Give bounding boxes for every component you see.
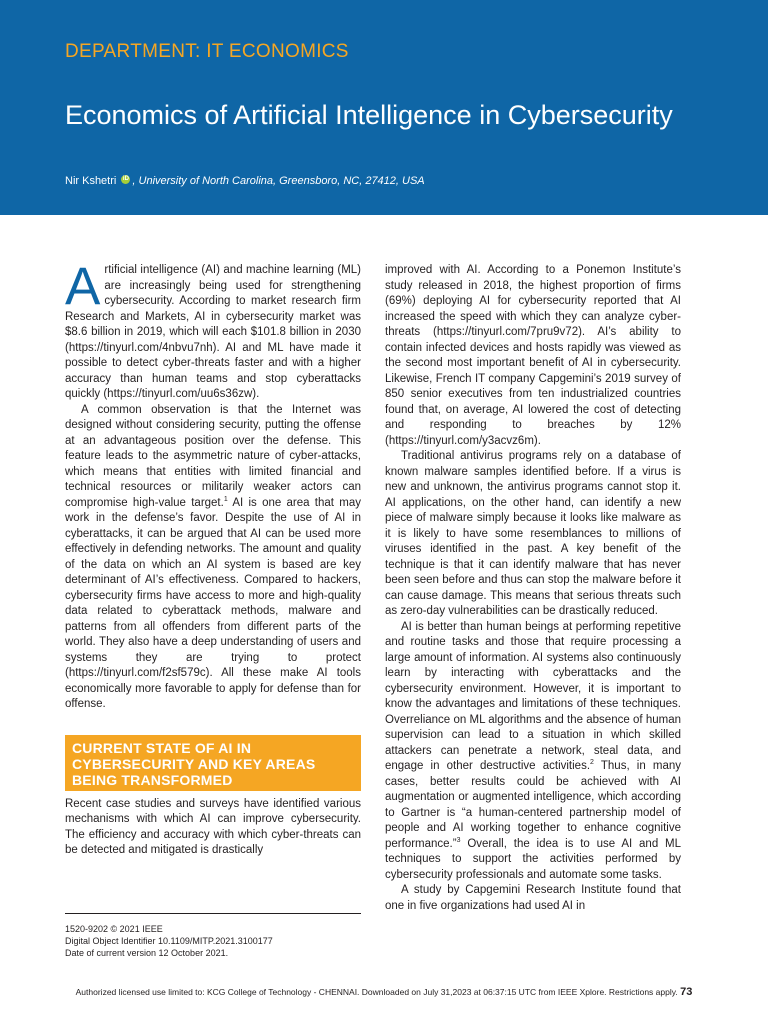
right-column	[385, 263, 681, 914]
section-heading: CURRENT STATE OF AI IN CYBERSECURITY AND KEY AREAS BEING TRANSFORMED	[65, 735, 361, 791]
version-date-line: Date of current version 12 October 2021.	[65, 948, 229, 958]
intro-paragraph	[65, 257, 361, 403]
license-notice: Authorized licensed use limited to: KCG College of Technology - CHENNAI. Downloaded on July 31,2023 at 06:37:15 UTC from IEEE Xplore. Restrictions apply.	[75, 987, 678, 997]
body-paragraph: A study by Capgemini Research Institute found that one in five organizations had used AI in	[385, 884, 681, 912]
intro-text: rtificial intelligence (AI) and machine learning (ML) are increasingly being used for strengthening cybersecurity. According to market research firm Research and Markets, AI in cybersecurity market was $8.6 billion in 2019, which will each $101.8 billion in 2030 (https://tinyurl.com/4nbvu7nh). AI and ML have made it possible to detect cyber-threats faster and with a higher accuracy than human teams and stop cyberattacks quickly (https://tinyurl.com/uu6s36zw).	[65, 264, 361, 400]
issn-line: 1520-9202 © 2021 IEEE	[65, 924, 163, 934]
footnote-ref[interactable]: 1	[223, 495, 228, 503]
drop-cap: A	[65, 257, 101, 316]
copyright-footnote	[65, 913, 361, 959]
department-label: DEPARTMENT: IT ECONOMICS	[65, 41, 349, 62]
body-paragraph: Traditional antivirus programs rely on a database of known malware samples identified before. If a virus is new and unknown, the antivirus programs cannot stop it. AI applications, on the other hand, can identify a new piece of malware simply because it looks like malware as it is likely to have some resemblances to millions of viruses identified in the past. A key benefit of the technique is that it can identify malware that has never been seen before and thus can stop the malware before it can cause damage. This means that serious threats such as zero-day vulnerabilities can be drastically reduced.	[385, 450, 681, 617]
footnote-ref[interactable]: 2	[590, 759, 594, 767]
page-footer	[0, 986, 768, 998]
footnote-ref[interactable]: 3	[456, 836, 461, 844]
article-title: Economics of Artificial Intelligence in Cybersecurity	[65, 100, 673, 130]
page-number: 73	[680, 986, 693, 998]
body-paragraph: Recent case studies and surveys have identified various mechanisms with which AI can improve cybersecurity. The efficiency and accuracy with which cyber-threats can be detected and mitigated is drastically	[65, 797, 361, 856]
body-paragraph: AI is better than human beings at performing repetitive and routine tasks and those that require processing a large amount of information. AI systems also continuously learn by interacting with cyberattacks and the cybersecurity environment. However, it is important to know the advantages and limitations of these techniques. Overreliance on ML algorithms and the absence of human supervision can lead to a situation in which skilled attackers can penetrate a network, steal data, and engage in other destructive activities.$^2$ Thus, in many cases, better results could be achieved with AI augmentation or augmented intelligence, which according to Gartner is “a human-centered partnership model of people and AI working together to enhance cognitive performance.”$^3$ Overall, the idea is to use AI and ML techniques to support the activities performed by cybersecurity professionals and automate some tasks.	[385, 620, 682, 881]
author-affiliation: , University of North Carolina, Greensboro, NC, 27412, USA	[132, 175, 425, 187]
header-banner	[0, 0, 768, 215]
body-paragraph: A common observation is that the Internet was designed without considering security, putting the offense at an advantageous position over the defense. This feature leads to the asymmetric nature of cyber-attacks, which means that entities with limited financial and technical resources or militarily weaker actors can compromise high-value target.$^1$ AI is one area that may work in the defense’s favor. Despite the use of AI in cyberattacks, it can be argued that AI can be used more effectively in defending networks. The amount and quality of the data on which an AI system is based are key determinant of AI’s effectiveness. Compared to hackers, cybersecurity firms have access to more and high-quality data related to cyberattack methods, malware and patterns from all offenders from different parts of the world. They also have a deep understanding of users and systems they are trying to protect (https://tinyurl.com/f2sf579c). All these make AI tools economically more favorable to apply for defense than for offense.	[65, 403, 361, 710]
byline	[65, 175, 425, 187]
author-name: Nir Kshetri	[65, 175, 117, 187]
body-paragraph: improved with AI. According to a Ponemon Institute’s study released in 2018, the highest proportion of firms (69%) deploying AI for cybersecurity reported that AI increased the speed with which they can analyze cyber-threats (https://tinyurl.com/7pru9v72). AI’s ability to contain infected devices and hosts rapidly was viewed as the second most important benefit of AI in cybersecurity. Likewise, French IT company Capgemini’s 2019 survey of 850 senior executives from ten industrialized countries found that, on average, AI lowered the cost of detecting and responding to breaches by 12% (https://tinyurl.com/y3acvz6m).	[385, 264, 681, 447]
orcid-icon[interactable]: iD	[122, 176, 129, 182]
doi-line: Digital Object Identifier 10.1109/MITP.2021.3100177	[65, 936, 273, 946]
left-column	[65, 257, 361, 859]
